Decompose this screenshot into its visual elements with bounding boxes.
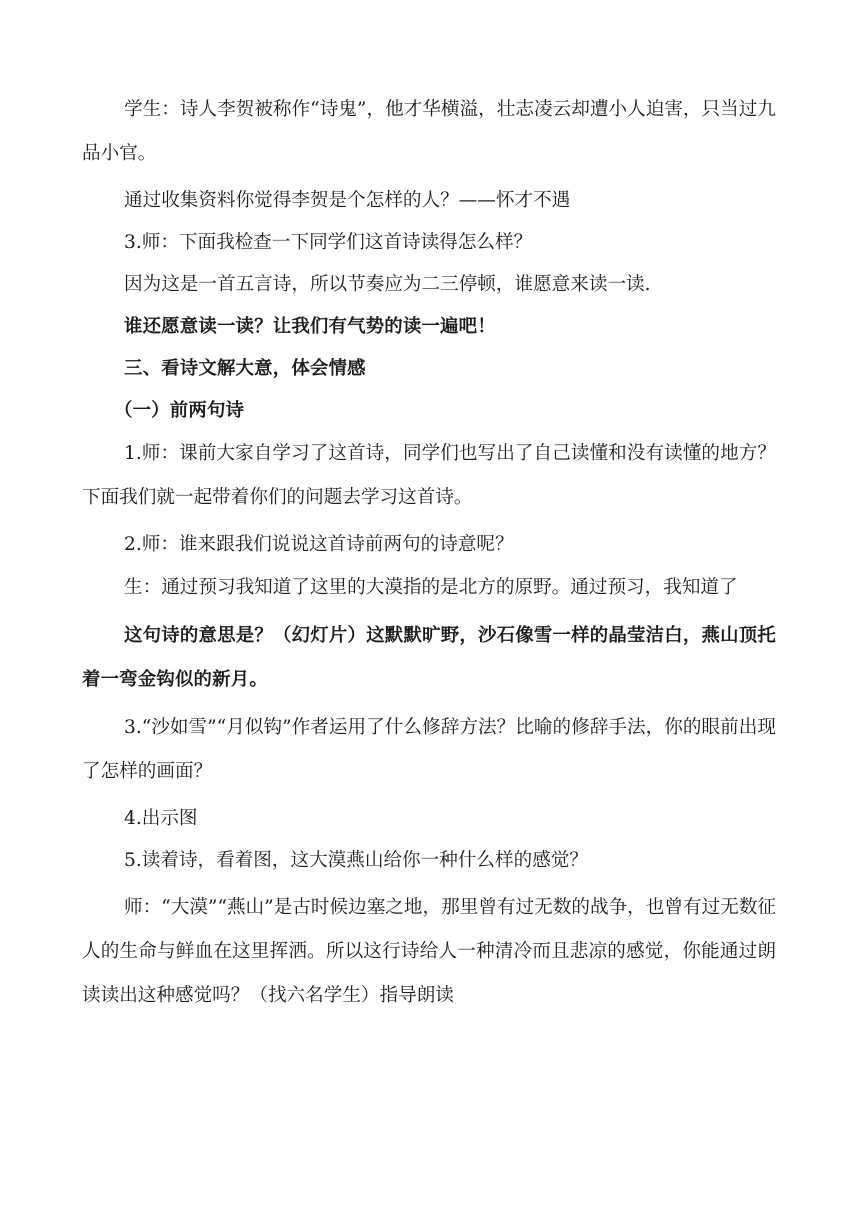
paragraph-teacher-frontier: 师：“大漠”“燕山”是古时候边塞之地，那里曾有过无数的战争，也曾有过无数征人的生命与鲜血在这里挥洒。所以这行诗给人一种清冷而且悲凉的感觉，你能通过朗读读出这种感觉吗？（找六名学生）指导朗读 (82, 897, 776, 1006)
paragraph-teacher-check-reading: 3.师：下面我检查一下同学们这首诗读得怎么样？ (124, 232, 533, 253)
paragraph-poem-meaning: 这句诗的意思是？（幻灯片）这默默旷野，沙石像雪一样的晶莹洁白，燕山顶托着一弯金钩似的新月。 (82, 625, 776, 690)
paragraph-read-again: 谁还愿意读一读？让我们有气势的读一遍吧！ (124, 316, 496, 337)
paragraph-teacher-2: 2.师：谁来跟我们说说这首诗前两句的诗意呢？ (124, 534, 514, 555)
paragraph-rhythm: 因为这是一首五言诗，所以节奏应为二三停顿，谁愿意来读一读. (124, 274, 651, 295)
paragraph-teacher-1: 1.师：课前大家自学习了这首诗，同学们也写出了自己读懂和没有读懂的地方？下面我们就一起带着你们的问题去学习这首诗。 (82, 443, 776, 508)
paragraph-student-preview: 生：通过预习我知道了这里的大漠指的是北方的原野。通过预习，我知道了 (124, 577, 738, 598)
paragraph-rhetoric: 3.“沙如雪”“月似钩”作者运用了什么修辞方法？比喻的修辞手法，你的眼前出现了怎样的画面？ (82, 717, 776, 782)
document-body (82, 88, 776, 1018)
paragraph-feeling-question: 5.读着诗，看着图，这大漠燕山给你一种什么样的感觉？ (124, 850, 588, 871)
paragraph-question-li-he: 通过收集资料你觉得李贺是个怎样的人？——怀才不遇 (124, 190, 571, 211)
paragraph-show-image: 4.出示图 (124, 808, 198, 829)
paragraph-student-intro: 学生：诗人李贺被称作“诗鬼”，他才华横溢，壮志凌云却遭小人迫害，只当过九品小官。 (82, 99, 776, 164)
section-heading-three: 三、看诗文解大意，体会情感 (124, 358, 366, 379)
subsection-heading-one: （一）前两句诗 (114, 400, 245, 421)
